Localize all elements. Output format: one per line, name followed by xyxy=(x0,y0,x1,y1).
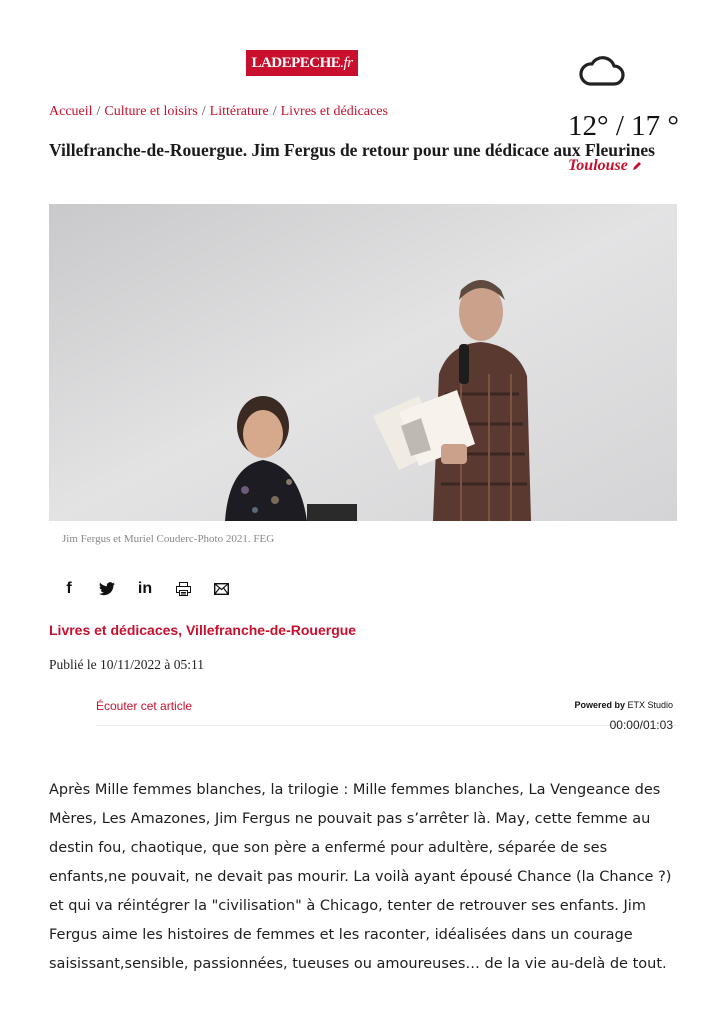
breadcrumb-culture[interactable]: Culture et loisirs xyxy=(104,104,198,119)
twitter-icon[interactable] xyxy=(96,578,118,600)
weather-temperature: 12° / 17 ° xyxy=(568,110,680,142)
breadcrumb-litterature[interactable]: Littérature xyxy=(209,104,269,119)
printer-icon xyxy=(176,582,191,596)
envelope-icon xyxy=(214,583,229,595)
mail-icon[interactable] xyxy=(210,578,232,600)
logo-suffix: .fr xyxy=(340,55,353,71)
site-logo[interactable] xyxy=(246,50,358,76)
cloud-icon xyxy=(578,54,626,90)
powered-by[interactable] xyxy=(574,700,673,710)
weather-city: Toulouse xyxy=(568,157,628,174)
breadcrumb-separator: / xyxy=(201,104,206,119)
article-body: Après Mille femmes blanches, la trilogie : Mille femmes blanches, La Vengeance des Mères, Les Amazones, Jim Fergus ne pouvait pas s’arrêter là. May, cette femme au destin fou, chaotique, que son père a enfermé pour adultère, séparée de ses enfants,ne pouvait, ne devait pas mourir. La voilà ayant épousé Chance (la Chance ?) et qui va réintégrer la "civilisation" à Chicago, tenter de retrouver ses enfants. Jim Fergus aime les histoires de femmes et les raconter, idéalisées dans un courage saisissant,sensible, passionnées, tueuses ou amoureuses… de la vie au-delà de tout. xyxy=(49,782,672,972)
photo-illustration xyxy=(49,204,677,521)
photo-caption: Jim Fergus et Muriel Couderc-Photo 2021. FEG xyxy=(62,533,275,545)
breadcrumb-livres[interactable]: Livres et dédicaces xyxy=(280,104,388,119)
facebook-icon[interactable]: f xyxy=(66,580,72,597)
audio-progress-track[interactable] xyxy=(96,725,676,726)
print-icon[interactable] xyxy=(172,578,194,600)
breadcrumb-separator: / xyxy=(96,104,101,119)
listen-article-button[interactable]: Écouter cet article xyxy=(96,699,193,713)
article-tags[interactable]: Livres et dédicaces, Villefranche-de-Rouergue xyxy=(49,622,357,638)
powered-prefix: Powered by xyxy=(574,700,625,710)
breadcrumb-accueil[interactable]: Accueil xyxy=(49,104,93,119)
publish-date: Publié le 10/11/2022 à 05:11 xyxy=(49,657,204,672)
article-title: Villefranche-de-Rouergue. Jim Fergus de retour pour une dédicace aux Fleurines xyxy=(49,140,655,160)
linkedin-icon[interactable]: in xyxy=(137,580,153,597)
twitter-bird-icon xyxy=(99,582,115,596)
breadcrumb-separator: / xyxy=(272,104,277,119)
powered-brand: ETX Studio xyxy=(627,700,673,710)
logo-main: LADEPECHE xyxy=(251,55,341,71)
audio-timer: 00:00/01:03 xyxy=(609,718,673,732)
breadcrumb xyxy=(49,104,388,120)
article-photo[interactable] xyxy=(49,204,677,521)
share-bar xyxy=(58,578,232,600)
